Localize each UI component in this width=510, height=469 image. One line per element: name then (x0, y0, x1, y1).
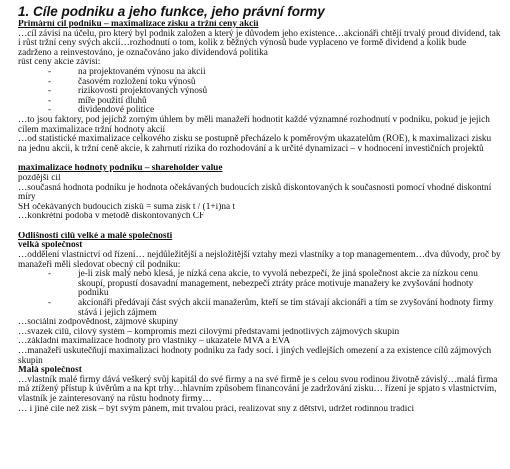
list-item: - akcionáři předávají část svých akcií manažerům, kteří se tím stávají akcionáři a tím se zvyšování hodnoty firmy stává i jejich zájmem (48, 299, 502, 318)
subheading-small-company: Malá společnost (18, 366, 82, 376)
text-line: … i jiné cíle než zisk – být svým pánem, mít trvalou práci, realizovat sny z dětství, udržet rodinnou tradici (18, 404, 415, 414)
text-line: …manažeři uskutečňují maximalizaci hodnoty podniku za řady socí. i jiných vedlejších omezení a za existence cílů zájmových skupin (18, 346, 492, 366)
subheading-big-company: velká společnost (18, 241, 83, 251)
paragraph-factors: …to jsou faktory, pod jejichž zorným úhlem by měli manažeři hodnotit každé významné rozhodnutí v podniku, pokud je jejich cílem maximalizace tržní hodnoty akcií (18, 114, 490, 135)
text-line: …současná hodnota podniku je hodnota očekávaných budoucích zisků diskontovaných k současnosti pomocí vhodné diskontní míry (18, 182, 492, 203)
list-item: - rizikovosti projektovaných výnosů (48, 87, 502, 97)
reasons-list (18, 270, 502, 318)
paragraph-dividend-policy: …cíl závisí na účelu, pro který byl podnik založen a který je důvodem jeho existence…akcionáři chtějí trvalý proud dividend, tak i růst tržní ceny svých akcií…rozhodnutí o tom, kolik z běžných výnosů bude vyplaceno ve formě dividend a kolik bude zadrženo a reinvestováno, je označováno jako dividendová politika (18, 28, 501, 58)
list-item: - dividendové politice (48, 106, 502, 116)
page-title: 1. Cíle podniku a jeho funkce, jeho právní formy (18, 4, 325, 19)
text-line: …sociální zodpovědnost, zájmové skupiny (18, 318, 179, 328)
paragraph-big-company: …oddělení vlastnictví od řízení… nejdůležitější a nejsložitější vztahy mezi vlastníky a top managementem…dva důvody, proč by manažeři měli sledovat obecný cíl podniku: (18, 250, 501, 270)
text-line: …konkrétní podoba v metodě diskontovaných CF (18, 212, 205, 222)
paragraph-roe: …od statistické maximalizace celkového zisku se postupně přecházelo k poměrovým ukazatelům (ROE), k maximalizaci zisku na jednu akcii, k tržní ceně akcie, k zahrnutí rizika do rozhodování a k určité dynamizaci – v hodnocení investičních projektů (18, 134, 492, 154)
document-page (0, 4, 510, 469)
section-heading-primary-goal: Primární cíl podniku – maximalizace zisku a tržní ceny akcií (18, 20, 259, 29)
text-line: pozdější cíl (18, 173, 61, 183)
list-item: - je-li zisk malý nebo klesá, je nízká cena akcie, to vyvolá nebezpečí, že jiná společnost akcie za nízkou cenu skoupí, propustí dosavadní management, nebezpečí ztráty práce motivuje manažery ke zvyšování hodnoty podniku (48, 270, 502, 299)
text-line: …svazek cílů, cílový systém – kompromis mezi cílovými představami jednotlivých zájmových skupin (18, 327, 400, 337)
section-heading-shareholder-value: maximalizace hodnoty podniku – shareholder value (18, 164, 223, 174)
paragraph-small-company: …vlastník malé firmy dává veškerý svůj kapitál do své firmy a na své firmě je s celou svou rodinou životně závislý…malá firma má ztížený přístup k úvěrům a na kpt trhy…hlavním způsobem financování je zadržování zisku… řízení je spjato s vlastnictvím, vlastník je zainteresovaný na růstu hodnoty firmy… (18, 374, 498, 404)
list-item: - časovém rozložení toku výnosů (48, 78, 502, 88)
list-item: - míře použití dluhů (48, 97, 502, 107)
share-price-factors-list (18, 68, 502, 116)
list-item: - na projektovaném výnosu na akcii (48, 68, 502, 78)
paragraph-share-price: růst ceny akcie závisí: (18, 58, 101, 68)
formula-line: SH očekávaných budoucích zisků = suma zisk t / (1+i)na t (18, 202, 236, 212)
section-heading-differences: Odlišnosti cílů velké a malé společnosti (18, 231, 173, 241)
text-line: …základní maximalizace hodnoty pro vlastníky – ukazatele MVA a EVA (18, 337, 291, 347)
